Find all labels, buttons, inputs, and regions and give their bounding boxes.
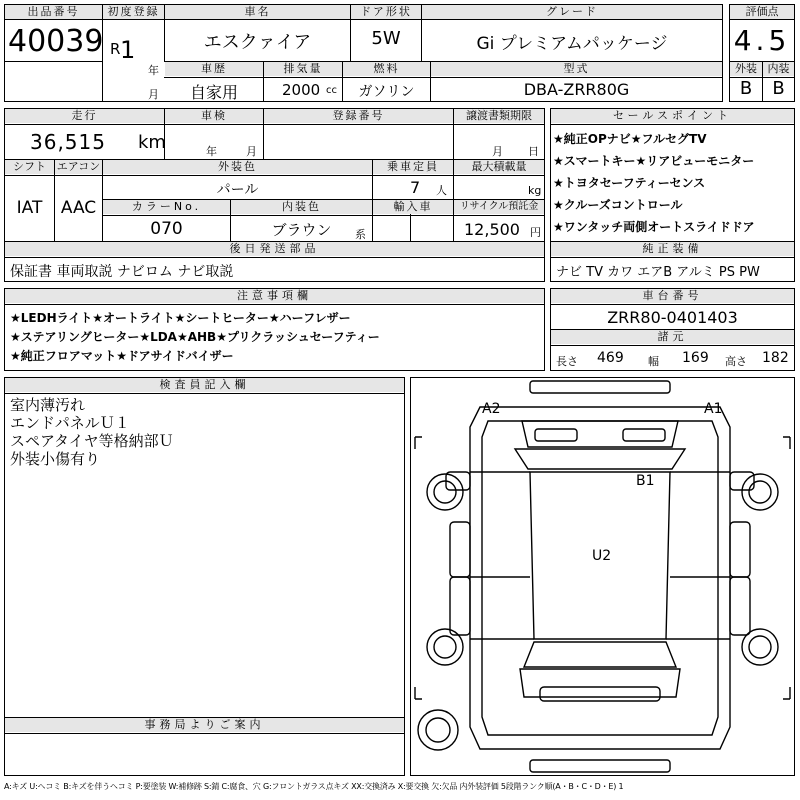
color-number-label: カラーNo. <box>103 200 230 214</box>
dimensions-label: 諸元 <box>551 330 794 344</box>
later-parts-label: 後日発送部品 <box>5 242 544 256</box>
registration-era: R <box>110 40 121 58</box>
shift-label: シフト <box>5 160 54 174</box>
transfer-day-unit: 日 <box>528 145 539 158</box>
grade-label: グレード <box>422 5 722 19</box>
list-item: 室内薄汚れ <box>10 396 86 414</box>
registration-number-label: 登録番号 <box>264 109 453 123</box>
notes-list <box>10 309 380 366</box>
interior-color-value: ブラウン <box>271 221 332 239</box>
later-parts-value: 保証書 車両取説 ナビロム ナビ取説 <box>10 264 234 280</box>
list-item: ★LEDHライト★オートライト★シートヒーター★ハーフレザー <box>10 311 351 325</box>
interior-grade: B <box>772 78 785 99</box>
year-unit: 年 <box>148 64 159 77</box>
list-item: ★ステアリングヒーター★LDA★AHB★プリクラッシュセーフティー <box>10 330 380 344</box>
equipment-label: 純正装備 <box>551 242 794 256</box>
score-value: 4.5 <box>733 24 791 57</box>
displacement-value: 2000 <box>282 81 321 99</box>
capacity-value: 7 <box>410 178 421 197</box>
list-item: ★純正フロアマット★ドアサイドバイザー <box>10 349 234 363</box>
mileage-value: 36,515 <box>30 130 106 154</box>
inspection-label: 車検 <box>165 109 263 123</box>
sales-points-label: セールスポイント <box>551 109 794 123</box>
list-item: 外装小傷有り <box>10 450 101 468</box>
inspection-year-unit: 年 <box>206 145 217 158</box>
length-label: 長さ <box>556 355 578 368</box>
inspector-notes-list <box>10 396 174 468</box>
exterior-grade: B <box>739 78 753 99</box>
door-label: ドア形状 <box>351 5 421 19</box>
transfer-month-unit: 月 <box>492 145 503 158</box>
history-value: 自家用 <box>189 83 238 102</box>
chassis-number-label: 車台番号 <box>551 289 794 303</box>
exterior-color-value: パール <box>216 182 259 198</box>
sales-points-list <box>553 128 754 238</box>
registration-year: 1 <box>120 36 136 64</box>
notes-label: 注意事項欄 <box>5 289 544 303</box>
office-notice-label: 事務局よりご案内 <box>5 718 404 732</box>
list-item: ★トヨタセーフティーセンス <box>553 176 706 190</box>
inspection-month-unit: 月 <box>246 145 257 158</box>
damage-mark-b1: B1 <box>636 473 655 489</box>
capacity-unit: 人 <box>436 184 447 197</box>
width-label: 幅 <box>648 355 659 368</box>
car-name-label: 車名 <box>165 5 350 19</box>
chassis-number-value: ZRR80-0401403 <box>607 308 738 327</box>
list-item: ★クルーズコントロール <box>553 198 683 212</box>
shift-value: IAT <box>16 198 43 218</box>
list-item: エンドパネルＵ１ <box>10 414 130 432</box>
aircon-label: エアコン <box>56 160 101 173</box>
interior-grade-label: 内装 <box>763 62 794 76</box>
fuel-value: ガソリン <box>358 84 415 100</box>
history-label: 車歴 <box>165 62 263 76</box>
list-item: ★ワンタッチ両側オートスライドドア <box>553 220 755 234</box>
list-item: ★純正OPナビ★フルセグTV <box>553 132 707 146</box>
damage-mark-a1: A1 <box>704 401 723 417</box>
transfer-deadline-label: 譲渡書類期限 <box>454 109 544 123</box>
list-item: スペアタイヤ等格納部Ｕ <box>10 432 174 450</box>
width-value: 169 <box>682 350 709 366</box>
damage-mark-a2: A2 <box>482 401 501 417</box>
damage-mark-u2: U2 <box>592 548 612 564</box>
exterior-grade-label: 外装 <box>730 62 762 76</box>
displacement-unit: cc <box>326 85 337 96</box>
list-item: ★スマートキー★リアビューモニター <box>553 154 755 168</box>
exterior-color-label: 外装色 <box>103 160 372 174</box>
lot-number: 40039 <box>8 24 104 59</box>
fuel-label: 燃料 <box>343 62 430 76</box>
height-label: 高さ <box>725 355 747 368</box>
first-registration-label: 初度登録 <box>103 5 164 19</box>
lot-number-label: 出品番号 <box>5 5 102 19</box>
aircon-value: AAC <box>60 198 97 218</box>
length-value: 469 <box>597 350 624 366</box>
import-label: 輸入車 <box>373 200 453 214</box>
car-name: エスクァイア <box>203 32 312 53</box>
month-unit: 月 <box>148 88 159 101</box>
model-code-value: DBA-ZRR80G <box>523 80 630 99</box>
model-code-label: 型式 <box>431 62 722 76</box>
recycle-fee-label: リサイクル預託金 <box>454 200 544 214</box>
equipment-value: ナビ TV カワ エアB アルミ PS PW <box>556 265 760 280</box>
mileage-label: 走行 <box>5 109 164 123</box>
legend-text: A:キズ U:ヘコミ B:キズを伴うヘコミ P:要塗装 W:補修跡 S:錆 C:腐食、穴 G:フロントガラス点キズ XX:交換済み X:要交換 欠:欠品 内外装評価 5段階ランク順(A・B・C・D・E) 1 <box>4 782 624 791</box>
inspector-notes-label: 検査員記入欄 <box>5 378 404 392</box>
recycle-fee-value: 12,500 <box>464 220 520 239</box>
car-damage-diagram <box>410 377 795 776</box>
max-load-label: 最大積載量 <box>454 160 544 174</box>
interior-color-label: 内装色 <box>231 200 372 214</box>
recycle-fee-unit: 円 <box>530 226 541 239</box>
grade-value: Gi プレミアムパッケージ <box>476 34 668 54</box>
max-load-unit: kg <box>528 184 542 197</box>
height-value: 182 <box>762 350 789 366</box>
door-value: 5W <box>371 28 401 49</box>
score-label: 評価点 <box>730 5 794 19</box>
capacity-label: 乗車定員 <box>373 160 453 174</box>
displacement-label: 排気量 <box>264 62 342 76</box>
color-number-value: 070 <box>150 219 183 239</box>
mileage-unit: km <box>138 132 166 153</box>
interior-color-suffix: 系 <box>355 228 366 241</box>
